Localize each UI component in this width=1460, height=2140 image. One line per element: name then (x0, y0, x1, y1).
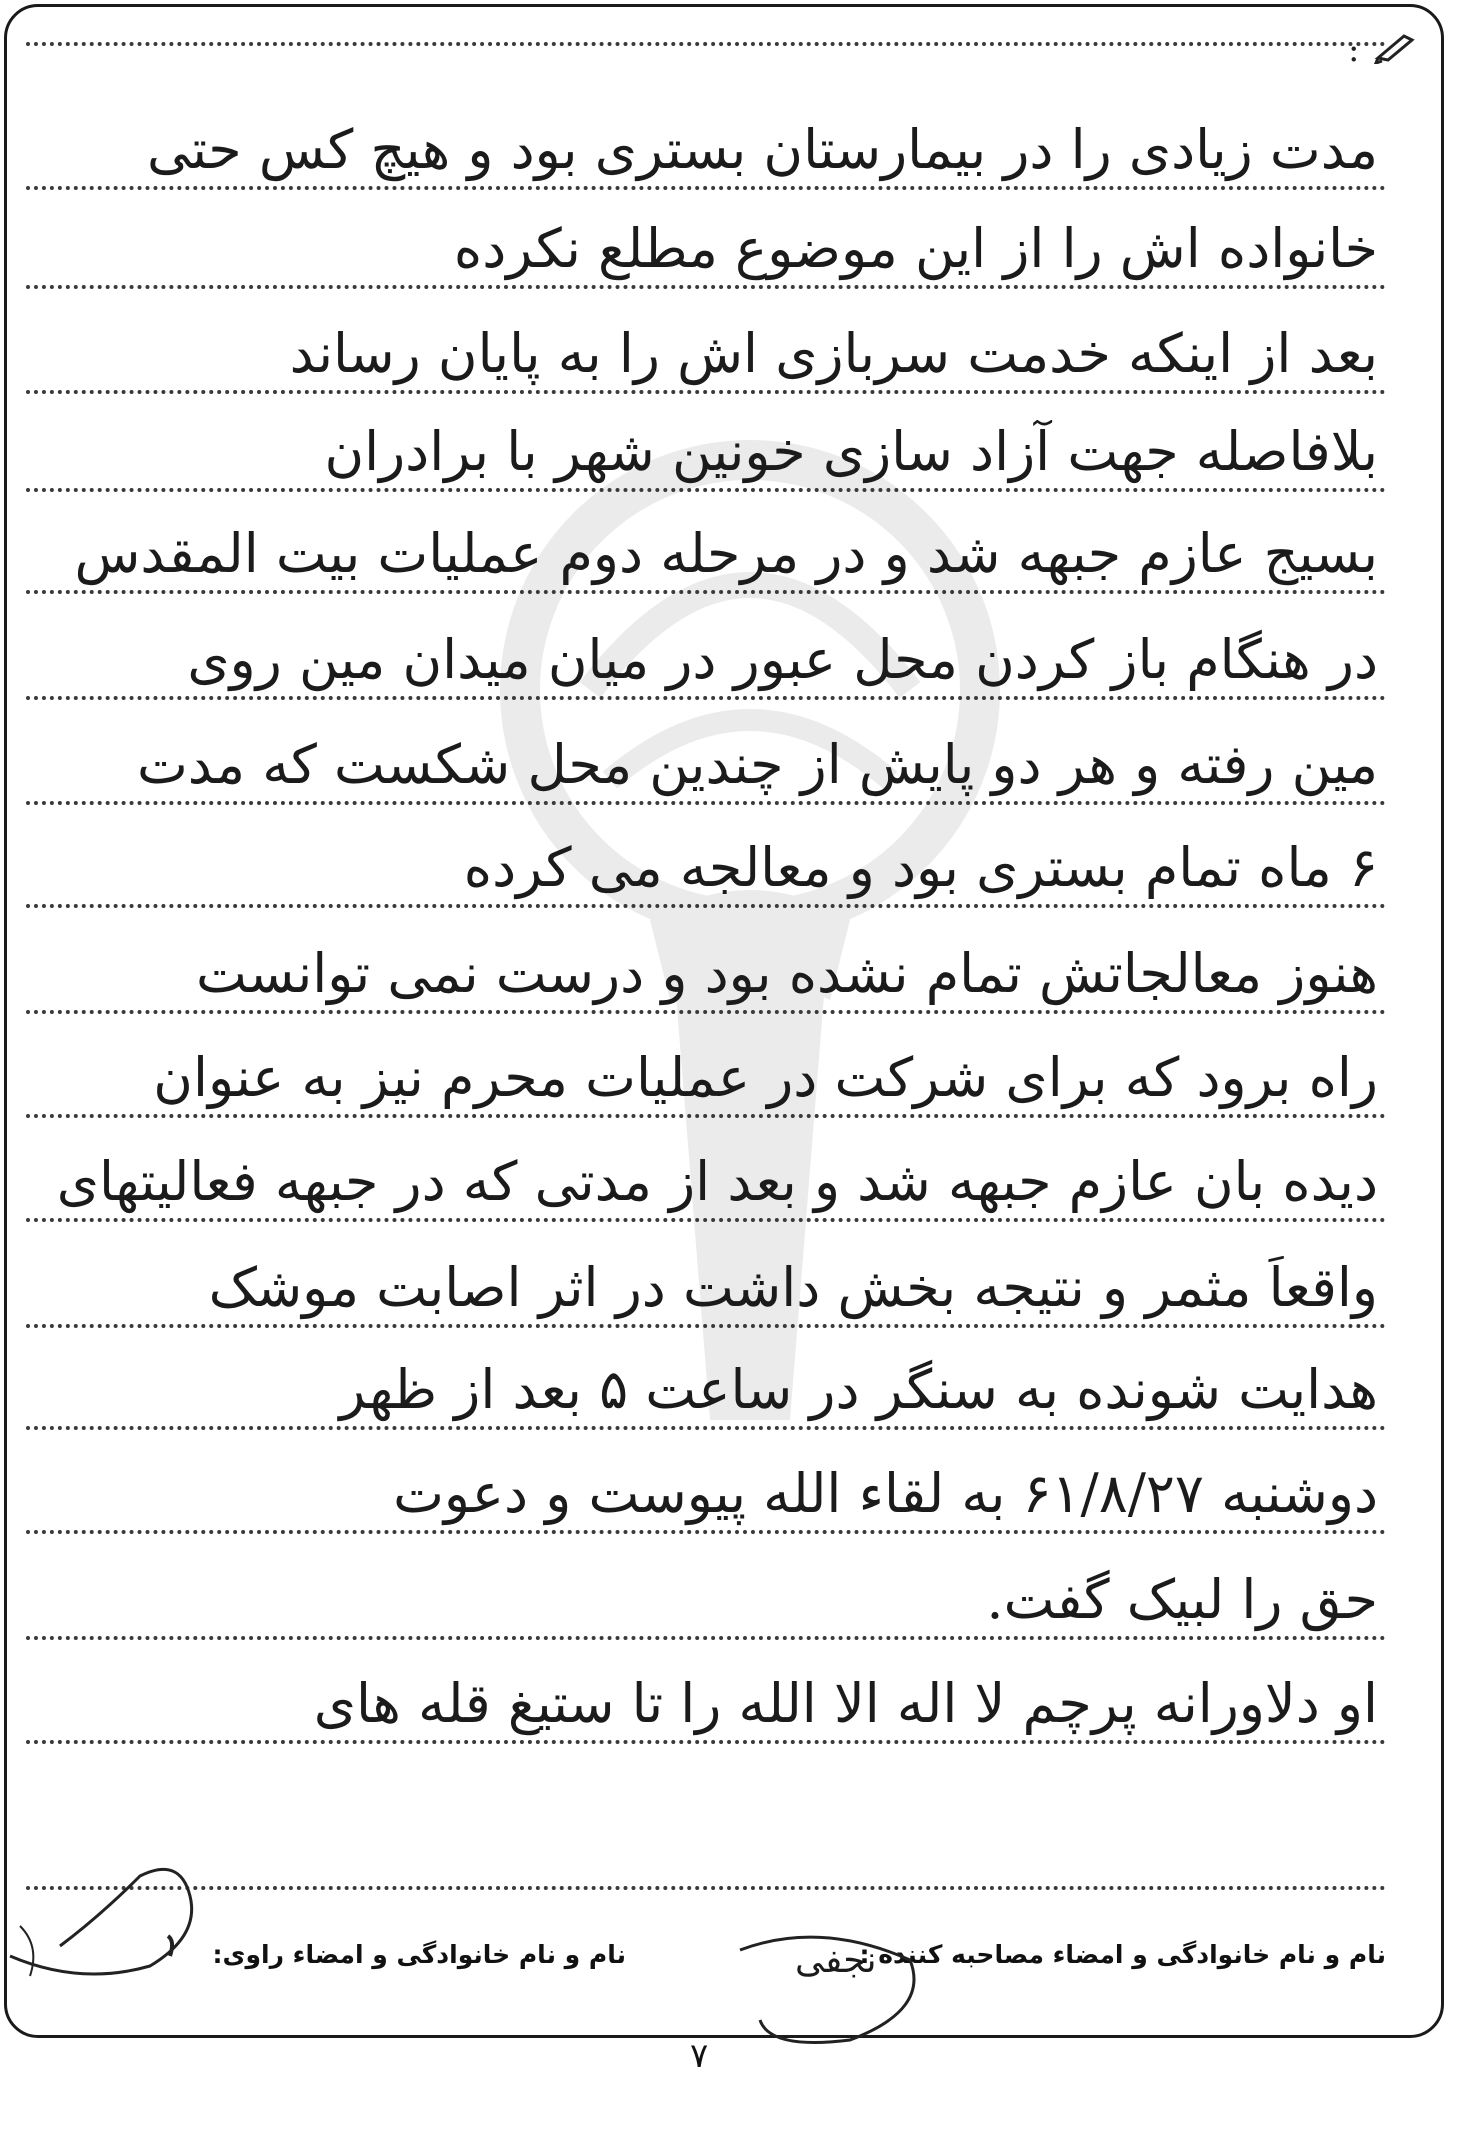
dotted-rule (26, 488, 1386, 492)
text-line-14 (26, 1462, 1386, 1542)
handwritten-text: راه برود که برای شرکت در عملیات محرم نیز به عنوان (153, 1046, 1378, 1109)
dotted-rule (26, 1636, 1386, 1640)
dotted-rule (26, 801, 1386, 805)
handwritten-text: مدت زیادی را در بیمارستان بستری بود و هیچ کس حتی (146, 118, 1378, 181)
text-line-12 (26, 1256, 1386, 1336)
interviewer-signature (700, 1930, 930, 2050)
handwritten-text: بلافاصله جهت آزاد سازی خونین شهر با برادران (324, 420, 1378, 483)
text-line-15 (26, 1568, 1386, 1648)
text-line-3 (26, 322, 1386, 402)
dotted-rule (26, 590, 1386, 594)
handwritten-text: در هنگام باز کردن محل عبور در میان میدان مین روی (187, 628, 1378, 691)
handwritten-text: خانواده اش را از این موضوع مطلع نکرده (453, 217, 1378, 280)
dotted-rule (26, 390, 1386, 394)
ruled-line-top (26, 4, 1386, 54)
text-line-1 (26, 118, 1386, 198)
handwritten-text: بسیج عازم جبهه شد و در مرحله دوم عملیات بیت المقدس (74, 522, 1378, 585)
dotted-rule (26, 186, 1386, 190)
dotted-rule (26, 285, 1386, 289)
dotted-rule (26, 1114, 1386, 1118)
handwritten-text: دوشنبه ۶۱/۸/۲۷ به لقاء الله پیوست و دعوت (393, 1462, 1378, 1525)
handwritten-text: مین رفته و هر دو پایش از چندین محل شکست که مدت (136, 733, 1378, 796)
text-line-16 (26, 1672, 1386, 1752)
dotted-rule (26, 696, 1386, 700)
handwritten-text: بعد از اینکه خدمت سربازی اش را به پایان رساند (289, 322, 1378, 385)
dotted-rule (26, 1740, 1386, 1744)
handwritten-text: هنوز معالجاتش تمام نشده بود و درست نمی توانست (196, 942, 1378, 1005)
text-line-6 (26, 628, 1386, 708)
dotted-rule (26, 1426, 1386, 1430)
dotted-rule (26, 1218, 1386, 1222)
dotted-rule (26, 42, 1386, 46)
dotted-rule (26, 1010, 1386, 1014)
text-line-10 (26, 1046, 1386, 1126)
interviewer-label: نام و نام خانوادگی و امضاء مصاحبه کننده : (859, 1940, 1386, 1969)
dotted-rule (26, 1324, 1386, 1328)
handwritten-text: هدایت شونده به سنگر در ساعت ۵ بعد از ظهر (339, 1358, 1378, 1421)
handwritten-text: واقعاً مثمر و نتیجه بخش داشت در اثر اصابت موشک (208, 1256, 1378, 1319)
text-line-5 (26, 522, 1386, 602)
text-line-2 (26, 217, 1386, 297)
page-number: ۷ (690, 2036, 709, 2076)
dotted-rule (26, 904, 1386, 908)
text-line-8 (26, 836, 1386, 916)
text-line-9 (26, 942, 1386, 1022)
dotted-rule (26, 1530, 1386, 1534)
handwritten-text: ۶ ماه تمام بستری بود و معالجه می کرده (463, 836, 1378, 899)
narrator-label: نام و نام خانوادگی و امضاء راوی: (212, 1940, 626, 1969)
text-line-7 (26, 733, 1386, 813)
handwritten-text: او دلاورانه پرچم لا اله الا الله را تا ستیغ قله های (313, 1672, 1378, 1735)
text-line-11 (26, 1150, 1386, 1230)
text-line-4 (26, 420, 1386, 500)
handwritten-text: دیده بان عازم جبهه شد و بعد از مدتی که در جبهه فعالیتهای (56, 1150, 1378, 1213)
text-line-13 (26, 1358, 1386, 1438)
interviewer-signature-text: نجفی (795, 1940, 877, 1981)
header-marker: : (1348, 30, 1360, 70)
handwritten-text: حق را لبیک گفت. (986, 1568, 1378, 1631)
